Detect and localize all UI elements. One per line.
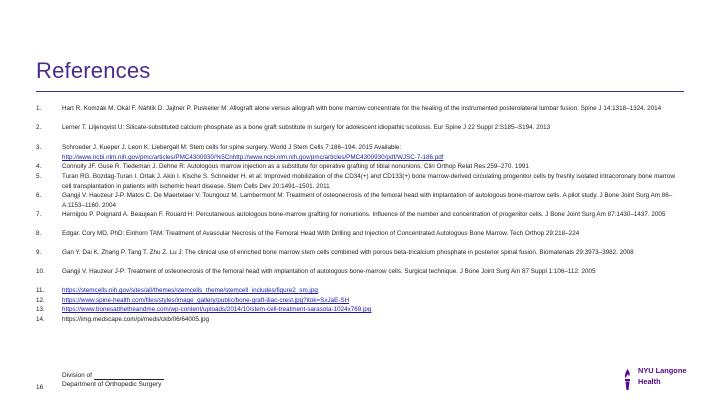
- reference-number: 12.: [36, 297, 45, 304]
- reference-number: 3.: [36, 144, 42, 151]
- reference-number: 4.: [36, 163, 42, 170]
- reference-text: Gan Y. Dai K. Zhang P. Tang T. Zhu Z. Lu J: The clinical use of enriched bone marrow stem cells combined with porous beta-tricalcium phosphate in posterior spinal fusion. Biomaterials 29:3973–3982. 2008: [62, 249, 634, 256]
- reference-text: Hernigou P. Poignard A. Beaujean F. Rouard H: Percutaneous autologous bone-marrow grafting for nonunions. Influence of the number and concentration of progenitor cells. J Bone Joint Surg Am 87:1430–1437. 2005: [62, 211, 666, 218]
- reference-number: 9.: [36, 249, 42, 256]
- reference-number: 2.: [36, 124, 42, 131]
- reference-text: Turan RG. Bozdag-Turan I. Ortak J. Akin I. Kische S. Schneider H. et al: Improved mobilization of the CD34(+) and CD133(+) bone marrow-derived circulating progenitor cells by freshly isolated intracoronary bone marrow cell transplantation in patients with ischemic heart disease. Stem Cells Dev 20:1491–1501. 2011: [62, 173, 676, 190]
- reference-text: Edgar. Cory MD. PhD: Einhorn TAM: Treatment of Avascular Necrosis of the Femoral Head With Drilling and Injection of Concentrated Autologous Bone Marrow. Tech Orthop 29:218–224: [62, 230, 580, 237]
- reference-text: Schroeder J. Kueper J. Leon K. Liebergall M: Stem cells for spine surgery. World J Stem Cells 7:186–194. 2015 Available:: [62, 144, 402, 151]
- logo-line-2: Health: [638, 376, 661, 386]
- title-divider: [36, 91, 684, 92]
- reference-text: Gangji V. Hauzeur J-P. Matos C. De Maertelaer V. Toungouz M. Lambermont M: Treatment of osteonecrosis of the femoral head with implantation of autologous bone-marrow cells. A pilot study. J Bone Joint Surg Am 86–A:1153–1160. 2004: [62, 192, 673, 209]
- reference-number: 8.: [36, 230, 42, 237]
- footer-division-label: Division of: [62, 372, 94, 379]
- reference-number: 11.: [36, 287, 45, 294]
- reference-number: 1.: [36, 105, 42, 112]
- footer-division-line: [62, 371, 164, 380]
- slide-title: References: [36, 58, 151, 83]
- nyu-torch-icon: [620, 368, 635, 392]
- footer-department: [62, 371, 164, 389]
- reference-link[interactable]: http://www.ncbi.nlm.nih.gov/pmc/articles/PMC4300930/%5Cnhttp://www.ncbi.nlm.nih.gov/pmc/articles/PMC4300930/pdf/WJSC-7-186.pdf: [62, 154, 444, 161]
- reference-number: 14.: [36, 316, 45, 323]
- reference-link[interactable]: https://www.bonesatthetheandme.com/wp-content/uploads/2014/10/stem-cell-treatment-sarasota-1024x769.jpg: [62, 306, 372, 313]
- reference-number: 5.: [36, 173, 42, 180]
- reference-text: Gangji V. Hauzeur J-P: Treatment of osteonecrosis of the femoral head with implantation of autologous bone-marrow cells. Surgical technique. J Bone Joint Surg Am 87 Suppl 1:106–112. 2005: [62, 268, 596, 275]
- logo-wordmark: [638, 366, 692, 387]
- reference-text: https://img.medscape.com/pi/meds/ckb/06/64005.jpg: [62, 316, 210, 323]
- reference-link[interactable]: https://www.spine-health.com/files/styles/image_gallery/public/bone-graft-iliac-crest.jpg?itok=SxJaE-SH: [62, 297, 350, 304]
- nyu-langone-logo: [620, 366, 692, 396]
- reference-text: Lerner T. Liljenqvist U: Silicate-substituted calcium phosphate as a bone graft substitute in surgery for adolescent idiopathic scoliosis. Eur Spine J 22 Suppl 2:S185–S194. 2013: [62, 124, 551, 131]
- reference-number: 13.: [36, 306, 45, 313]
- footer-department-name: Department of Orthopedic Surgery: [62, 381, 162, 389]
- page-number: 16: [36, 384, 44, 391]
- logo-line-1: NYU Langone: [638, 366, 687, 375]
- reference-link[interactable]: https://stemcells.nih.gov/sites/all/themes/stemcells_theme/stemcell_includes/figure2_sm.jpg: [62, 287, 318, 294]
- reference-number: 10.: [36, 268, 45, 275]
- reference-text: Hart R. Komzák M. Okál F. Náhlík D. Jajtner P. Puskeiler M: Allograft alone versus allograft with bone marrow concentrate for the healing of the instrumented posterolateral lumbar fusion. Spine J 14:1318–1324. 2014: [62, 105, 662, 112]
- reference-text: Connolly JF. Guse R. Tiedeman J. Dehne R: Autologous marrow injection as a substitute for operative grafting of tibial nonunions. Clin Orthop Relat Res:259–270. 1991: [62, 163, 529, 170]
- reference-number: 6.: [36, 192, 42, 199]
- reference-number: 7.: [36, 211, 42, 218]
